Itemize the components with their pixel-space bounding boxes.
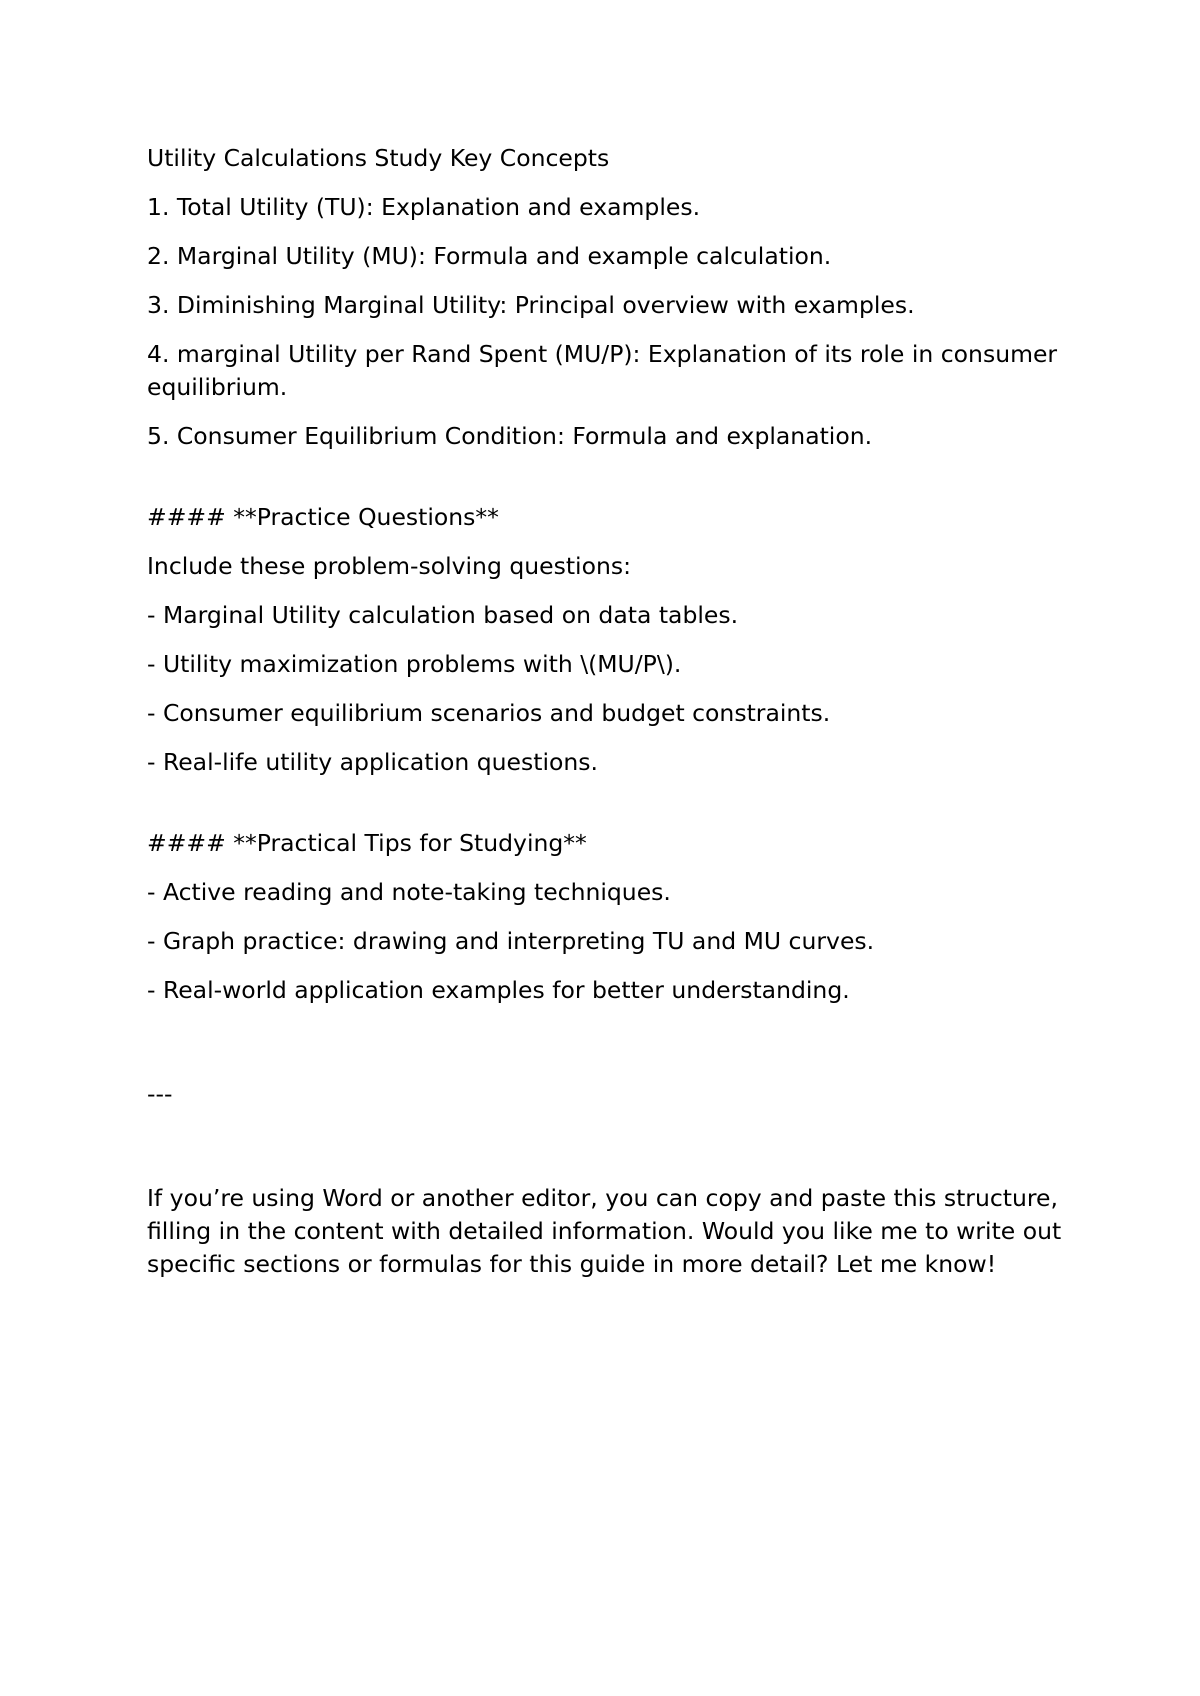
practice-item: - Consumer equilibrium scenarios and budget constraints. <box>147 699 831 727</box>
key-concept-item: 4. marginal Utility per Rand Spent (MU/P): Explanation of its role in consumer equilibrium. <box>147 340 1058 401</box>
blank-line <box>147 1023 1077 1078</box>
closing-paragraph: If you’re using Word or another editor, you can copy and paste this structure, filling in the content with detailed information. Would you like me to write out specific sections or formulas for this guide in more detail? Let me know! <box>147 1184 1062 1278</box>
key-concept-item: 1. Total Utility (TU): Explanation and examples. <box>147 193 701 221</box>
blank-line <box>147 795 1077 827</box>
tips-heading: #### **Practical Tips for Studying** <box>147 829 587 857</box>
practice-item: - Real-life utility application questions. <box>147 748 598 776</box>
separator: --- <box>147 1080 173 1108</box>
practice-heading: #### **Practice Questions** <box>147 503 499 531</box>
tip-item: - Graph practice: drawing and interpreting TU and MU curves. <box>147 927 875 955</box>
tip-item: - Active reading and note-taking techniques. <box>147 878 671 906</box>
key-concept-item: 3. Diminishing Marginal Utility: Principal overview with examples. <box>147 291 915 319</box>
document-title: Utility Calculations Study Key Concepts <box>147 144 610 172</box>
tip-item: - Real-world application examples for better understanding. <box>147 976 850 1004</box>
practice-item: - Marginal Utility calculation based on data tables. <box>147 601 739 629</box>
key-concept-item: 5. Consumer Equilibrium Condition: Formula and explanation. <box>147 422 873 450</box>
key-concept-item: 2. Marginal Utility (MU): Formula and example calculation. <box>147 242 832 270</box>
document-page <box>147 142 1077 1297</box>
blank-line <box>147 469 1077 501</box>
blank-line <box>147 1127 1077 1182</box>
practice-intro: Include these problem-solving questions: <box>147 552 632 580</box>
practice-item: - Utility maximization problems with \(MU/P\). <box>147 650 682 678</box>
